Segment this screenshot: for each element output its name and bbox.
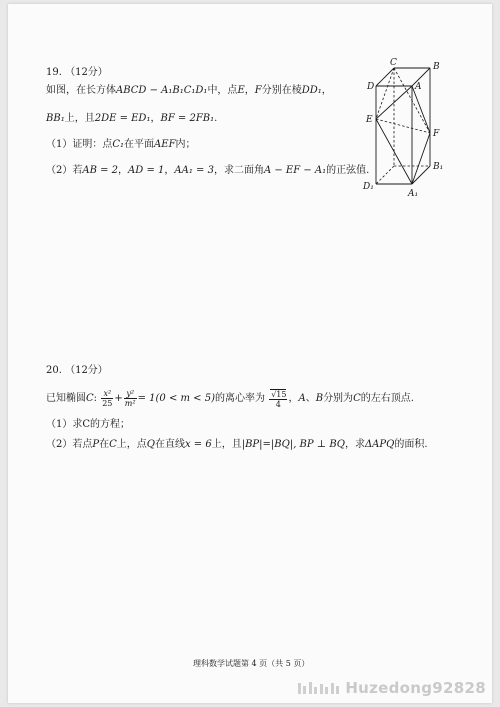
- q19-line2: BB₁上，且2DE = ED₁，BF = 2FB₁.: [46, 113, 218, 124]
- q20-part1: （1）求C的方程；: [46, 419, 131, 430]
- q20-line1: 已知椭圆C: $\frac{\text{x²}}{25}$ + $\frac{\text{y²}}{\text{m²}}$ = 1(0 < m < 5)的离心率为 $\frac{√15}{4}$ ，A、B分别为C的左右顶点.: [46, 389, 414, 409]
- q20-part2: （2）若点P在C上，点Q在直线x = 6上，且|BP|=|BQ|, BP ⊥ BQ，求ΔAPQ的面积.: [46, 439, 428, 450]
- q19-header: 19. （12分）: [46, 67, 108, 78]
- q19-part1: （1）证明：点C₁在平面AEF内；: [46, 139, 196, 150]
- page-footer: 理科数学试题第 4 页（共 5 页）: [193, 659, 310, 668]
- fraction-eccentricity: $\frac{√15}{4}$: [271, 389, 287, 409]
- label-b1: B₁: [433, 162, 444, 172]
- watermark-text: Huzedong92828: [345, 679, 486, 697]
- label-c: C: [390, 58, 397, 68]
- watermark: [297, 679, 486, 697]
- label-f: F: [433, 129, 440, 139]
- label-a: A: [415, 82, 422, 92]
- q20-header: 20. （12分）: [46, 365, 108, 376]
- label-d: D: [367, 82, 375, 92]
- label-e: E: [366, 115, 373, 125]
- watermark-logo-icon: [297, 681, 341, 695]
- label-b: B: [433, 62, 440, 72]
- cuboid-figure: [358, 56, 458, 206]
- fraction-y2-m2: $\frac{\text{y²}}{\text{m²}}$: [124, 389, 136, 408]
- q19-part2: （2）若AB = 2，AD = 1，AA₁ = 3，求二面角A − EF − A₁的正弦值.: [46, 165, 370, 176]
- fraction-x2-25: $\frac{\text{x²}}{25}$: [102, 389, 113, 408]
- label-a1: A₁: [408, 189, 419, 199]
- q19-line1: 如图，在长方体ABCD − A₁B₁C₁D₁中，点E，F分别在棱DD₁，: [46, 85, 332, 96]
- label-d1: D₁: [363, 182, 374, 192]
- exam-page: [8, 4, 492, 703]
